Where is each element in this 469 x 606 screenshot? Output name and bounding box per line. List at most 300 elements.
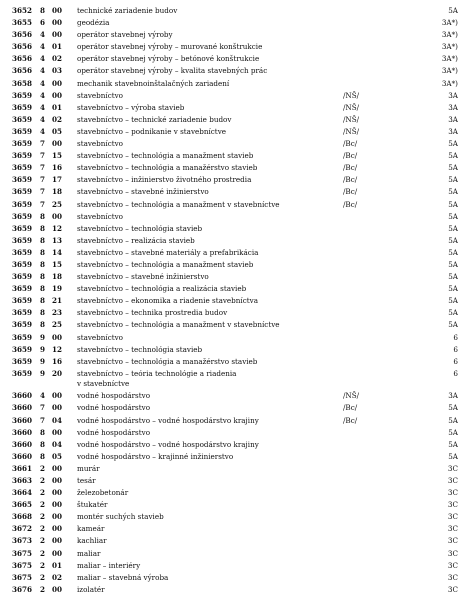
- field-name: tesár: [77, 475, 96, 485]
- field-code: 3656: [12, 54, 33, 64]
- education-code: 5A: [448, 272, 458, 282]
- field-code: 3675: [12, 548, 33, 558]
- table-row: [0, 487, 469, 499]
- table-row: [0, 295, 469, 307]
- table-row: [0, 535, 469, 547]
- field-name: vodné hospodárstvo – vodné hospodárstvo krajiny: [77, 439, 259, 449]
- education-code: 3A: [448, 114, 458, 124]
- table-row: [0, 390, 469, 402]
- table-row: [0, 511, 469, 523]
- field-name: maliar – interiéry: [77, 560, 141, 570]
- specialization-code: 14: [52, 247, 63, 257]
- level-digit: 8: [40, 427, 46, 437]
- specialization-code: 00: [52, 488, 63, 498]
- education-code: 3A: [448, 102, 458, 112]
- level-digit: 2: [40, 584, 46, 594]
- level-digit: 2: [40, 524, 46, 534]
- field-code: 3660: [12, 415, 33, 425]
- specialization-code: 12: [52, 223, 63, 233]
- education-code: 3A*): [441, 18, 458, 28]
- specialization-code: 04: [52, 415, 63, 425]
- education-code: 6: [453, 356, 458, 366]
- field-name: technické zariadenie budov: [77, 6, 178, 15]
- level-digit: 7: [40, 175, 46, 185]
- specialization-code: 13: [52, 235, 63, 245]
- field-code: 3659: [12, 211, 33, 221]
- table-row: [0, 402, 469, 414]
- education-code: 5A: [448, 427, 458, 437]
- field-code: 3673: [12, 536, 33, 546]
- table-row: [0, 199, 469, 211]
- field-code: 3659: [12, 308, 33, 318]
- level-digit: 8: [40, 247, 46, 257]
- table-row: [0, 548, 469, 560]
- level-digit: 2: [40, 500, 46, 510]
- field-name: stavebníctvo – výroba stavieb: [77, 102, 185, 112]
- field-name: železobetonár: [77, 488, 129, 498]
- level-digit: 7: [40, 403, 46, 413]
- field-code: 3659: [12, 332, 33, 342]
- level-digit: 8: [40, 259, 46, 269]
- field-code: 3659: [12, 296, 33, 306]
- level-digit: 8: [40, 439, 46, 449]
- study-level: /NŠ/: [343, 102, 360, 112]
- level-digit: 8: [40, 272, 46, 282]
- field-name: stavebníctvo: [77, 332, 124, 342]
- field-name: kachliar: [77, 536, 107, 546]
- field-name: stavebníctvo – technológia stavieb: [77, 344, 203, 354]
- field-name: stavebníctvo – ekonomika a riadenie stavebníctva: [77, 296, 258, 306]
- study-level: /Bc/: [343, 187, 358, 197]
- level-digit: 8: [40, 6, 46, 15]
- education-code: 5A: [448, 235, 458, 245]
- education-code: 3C: [447, 548, 458, 558]
- table-row: [0, 271, 469, 283]
- table-row: [0, 150, 469, 162]
- education-code: 6: [453, 344, 458, 354]
- level-digit: 8: [40, 308, 46, 318]
- education-code: 3C: [447, 572, 458, 582]
- education-code: 3A*): [441, 66, 458, 76]
- study-level: /NŠ/: [343, 126, 360, 136]
- education-code: 5A: [448, 175, 458, 185]
- specialization-code: 00: [52, 403, 63, 413]
- education-code: 5A: [448, 187, 458, 197]
- field-name: stavebníctvo – inžinierstvo životného prostredia: [77, 175, 252, 185]
- level-digit: 9: [40, 344, 46, 354]
- field-code: 3656: [12, 30, 33, 40]
- field-name: vodné hospodárstvo – vodné hospodárstvo krajiny: [77, 415, 259, 425]
- level-digit: 2: [40, 488, 46, 498]
- field-name: stavebníctvo – stavebné materiály a prefabrikácia: [77, 247, 259, 257]
- field-name: stavebníctvo – stavebné inžinierstvo: [77, 187, 209, 197]
- study-level: /Bc/: [343, 199, 358, 209]
- specialization-code: 00: [52, 139, 63, 149]
- field-name: stavebníctvo – technické zariadenie budov: [77, 114, 232, 124]
- table-row: [0, 332, 469, 344]
- specialization-code: 18: [52, 187, 63, 197]
- education-code: 5A: [448, 320, 458, 330]
- specialization-code: 02: [52, 54, 63, 64]
- field-code: 3659: [12, 223, 33, 233]
- specialization-code: 00: [52, 90, 63, 100]
- level-digit: 7: [40, 163, 46, 173]
- table-row: [0, 439, 469, 451]
- table-row: [0, 223, 469, 235]
- specialization-code: 01: [52, 42, 63, 52]
- level-digit: 4: [40, 126, 46, 136]
- field-name: stavebníctvo – technológia a manažment stavieb: [77, 259, 254, 269]
- level-digit: 9: [40, 356, 46, 366]
- level-digit: 4: [40, 90, 46, 100]
- education-code: 5A: [448, 6, 458, 15]
- education-code: 3C: [447, 536, 458, 546]
- field-name: stavebníctvo – technológia a manažment stavieb: [77, 151, 254, 161]
- level-digit: 2: [40, 536, 46, 546]
- field-code: 3659: [12, 175, 33, 185]
- level-digit: 7: [40, 199, 46, 209]
- study-level: /Bc/: [343, 415, 358, 425]
- field-code: 3659: [12, 284, 33, 294]
- field-code: 3658: [12, 78, 33, 88]
- table-row: [0, 427, 469, 439]
- education-code: 6: [453, 332, 458, 342]
- education-code: 5A: [448, 403, 458, 413]
- field-code: 3659: [12, 368, 33, 378]
- field-name: operátor stavebnej výroby – betónové konštrukcie: [77, 54, 260, 64]
- field-code: 3659: [12, 259, 33, 269]
- field-name: operátor stavebnej výroby – kvalita stavebných prác: [77, 66, 268, 76]
- table-row: [0, 307, 469, 319]
- field-name: stavebníctvo – technológia a realizácia stavieb: [77, 284, 247, 294]
- field-name: stavebníctvo – stavebné inžinierstvo: [77, 272, 209, 282]
- education-code: 5A: [448, 308, 458, 318]
- education-code: 5A: [448, 296, 458, 306]
- document-table: [0, 5, 469, 596]
- level-digit: 4: [40, 54, 46, 64]
- education-code: 3C: [447, 512, 458, 522]
- specialization-code: 01: [52, 560, 63, 570]
- specialization-code: 00: [52, 6, 63, 15]
- education-code: 3A: [448, 90, 458, 100]
- table-row: [0, 344, 469, 356]
- education-code: 3A*): [441, 78, 458, 88]
- table-row: [0, 5, 469, 17]
- level-digit: 4: [40, 42, 46, 52]
- education-code: 6: [453, 368, 458, 378]
- field-code: 3659: [12, 235, 33, 245]
- field-name: operátor stavebnej výroby: [77, 30, 173, 40]
- field-name: stavebníctvo – realizácia stavieb: [77, 235, 195, 245]
- specialization-code: 12: [52, 344, 63, 354]
- table-row: [0, 499, 469, 511]
- level-digit: 8: [40, 235, 46, 245]
- field-name: stavebníctvo: [77, 139, 124, 149]
- table-row: [0, 560, 469, 572]
- table-row: [0, 162, 469, 174]
- specialization-code: 23: [52, 308, 63, 318]
- education-code: 3C: [447, 500, 458, 510]
- table-row: [0, 17, 469, 29]
- field-code: 3656: [12, 42, 33, 52]
- field-code: 3661: [12, 463, 33, 473]
- table-row: [0, 247, 469, 259]
- field-code: 3659: [12, 90, 33, 100]
- table-row: [0, 174, 469, 186]
- table-row: [0, 114, 469, 126]
- table-row: [0, 584, 469, 596]
- table-row: [0, 356, 469, 368]
- specialization-code: 05: [52, 451, 63, 461]
- education-code: 3A*): [441, 54, 458, 64]
- education-code: 3C: [447, 463, 458, 473]
- education-code: 5A: [448, 439, 458, 449]
- field-name: stavebníctvo: [77, 211, 124, 221]
- level-digit: 7: [40, 415, 46, 425]
- level-digit: 2: [40, 475, 46, 485]
- specialization-code: 00: [52, 391, 63, 401]
- field-name: maliar – stavebná výroba: [77, 572, 169, 582]
- field-code: 3663: [12, 475, 33, 485]
- level-digit: 7: [40, 139, 46, 149]
- education-code: 5A: [448, 163, 458, 173]
- field-name: murár: [77, 463, 100, 473]
- table-row: [0, 523, 469, 535]
- specialization-code: 18: [52, 272, 63, 282]
- specialization-code: 25: [52, 320, 63, 330]
- field-name: stavebníctvo – technológia stavieb: [77, 223, 203, 233]
- education-code: 5A: [448, 415, 458, 425]
- specialization-code: 00: [52, 30, 63, 40]
- level-digit: 8: [40, 223, 46, 233]
- education-code: 5A: [448, 223, 458, 233]
- education-code: 3C: [447, 584, 458, 594]
- level-digit: 4: [40, 66, 46, 76]
- specialization-code: 20: [52, 368, 63, 378]
- field-code: 3660: [12, 391, 33, 401]
- education-code: 5A: [448, 451, 458, 461]
- table-row: [0, 102, 469, 114]
- field-name: stavebníctvo – technológia a manažérstvo stavieb: [77, 163, 258, 173]
- education-code: 5A: [448, 199, 458, 209]
- level-digit: 8: [40, 451, 46, 461]
- field-code: 3660: [12, 439, 33, 449]
- level-digit: 2: [40, 572, 46, 582]
- field-code: 3659: [12, 344, 33, 354]
- level-digit: 4: [40, 78, 46, 88]
- level-digit: 2: [40, 560, 46, 570]
- specialization-code: 16: [52, 356, 63, 366]
- field-code: 3655: [12, 18, 33, 28]
- table-row: [0, 368, 469, 391]
- study-level: /NŠ/: [343, 114, 360, 124]
- field-name: stavebníctvo – technológia a manažment v stavebníctve: [77, 199, 280, 209]
- level-digit: 4: [40, 114, 46, 124]
- specialization-code: 15: [52, 151, 63, 161]
- level-digit: 8: [40, 284, 46, 294]
- education-code: 5A: [448, 284, 458, 294]
- specialization-code: 02: [52, 114, 63, 124]
- level-digit: 2: [40, 463, 46, 473]
- education-code: 3C: [447, 475, 458, 485]
- specialization-code: 19: [52, 284, 63, 294]
- level-digit: 8: [40, 211, 46, 221]
- level-digit: 4: [40, 30, 46, 40]
- table-row: [0, 235, 469, 247]
- education-code: 5A: [448, 151, 458, 161]
- specialization-code: 16: [52, 163, 63, 173]
- level-digit: 8: [40, 320, 46, 330]
- field-code: 3659: [12, 114, 33, 124]
- field-name: maliar: [77, 548, 101, 558]
- field-name: stavebníctvo – podnikanie v stavebníctve: [77, 126, 227, 136]
- table-row: [0, 463, 469, 475]
- field-code: 3676: [12, 584, 33, 594]
- table-row: [0, 126, 469, 138]
- field-name: vodné hospodárstvo: [77, 427, 151, 437]
- field-code: 3659: [12, 187, 33, 197]
- field-code: 3675: [12, 560, 33, 570]
- field-code: 3659: [12, 163, 33, 173]
- specialization-code: 02: [52, 572, 63, 582]
- specialization-code: 00: [52, 18, 63, 28]
- study-level: /Bc/: [343, 163, 358, 173]
- level-digit: 7: [40, 187, 46, 197]
- education-code: 3C: [447, 488, 458, 498]
- specialization-code: 00: [52, 500, 63, 510]
- specialization-code: 15: [52, 259, 63, 269]
- field-name: vodné hospodárstvo: [77, 391, 151, 401]
- table-row: [0, 65, 469, 77]
- specialization-code: 00: [52, 512, 63, 522]
- table-row: [0, 451, 469, 463]
- study-level: /NŠ/: [343, 391, 360, 401]
- table-row: [0, 475, 469, 487]
- specialization-code: 03: [52, 66, 63, 76]
- field-code: 3656: [12, 66, 33, 76]
- specialization-code: 17: [52, 175, 63, 185]
- field-code: 3672: [12, 524, 33, 534]
- study-level: /Bc/: [343, 403, 358, 413]
- study-level: /Bc/: [343, 139, 358, 149]
- field-name: stavebníctvo – technika prostredia budov: [77, 308, 228, 318]
- field-code: 3659: [12, 102, 33, 112]
- field-name: izolatér: [77, 584, 105, 594]
- field-name: [77, 368, 236, 388]
- level-digit: 2: [40, 512, 46, 522]
- education-code: 3A*): [441, 42, 458, 52]
- table-row: [0, 138, 469, 150]
- specialization-code: 00: [52, 475, 63, 485]
- field-name: vodné hospodárstvo: [77, 403, 151, 413]
- field-name: stavebníctvo: [77, 90, 124, 100]
- specialization-code: 01: [52, 102, 63, 112]
- level-digit: 9: [40, 368, 46, 378]
- level-digit: 4: [40, 102, 46, 112]
- table-row: [0, 78, 469, 90]
- field-name: geodézia: [77, 18, 110, 28]
- study-level: /Bc/: [343, 151, 358, 161]
- field-code: 3659: [12, 272, 33, 282]
- field-code: 3659: [12, 247, 33, 257]
- table-row: [0, 259, 469, 271]
- education-code: 3A*): [441, 30, 458, 40]
- field-code: 3659: [12, 199, 33, 209]
- field-code: 3660: [12, 451, 33, 461]
- specialization-code: 00: [52, 463, 63, 473]
- level-digit: 7: [40, 151, 46, 161]
- field-name-line1: stavebníctvo – teória technológie a riadenia: [77, 368, 237, 378]
- field-name: mechanik stavebnoinštalačných zariadení: [77, 78, 230, 88]
- education-code: 5A: [448, 139, 458, 149]
- field-name-line2: v stavebníctve: [77, 378, 130, 388]
- field-name: stavebníctvo – technológia a manažérstvo stavieb: [77, 356, 258, 366]
- level-digit: 2: [40, 548, 46, 558]
- field-code: 3664: [12, 488, 33, 498]
- table-row: [0, 415, 469, 427]
- table-row: [0, 211, 469, 223]
- education-code: 3A: [448, 391, 458, 401]
- field-code: 3659: [12, 356, 33, 366]
- specialization-code: 00: [52, 427, 63, 437]
- education-code: 5A: [448, 259, 458, 269]
- field-code: 3659: [12, 151, 33, 161]
- table-row: [0, 53, 469, 65]
- specialization-code: 21: [52, 296, 63, 306]
- field-code: 3659: [12, 126, 33, 136]
- level-digit: 8: [40, 296, 46, 306]
- table-row: [0, 41, 469, 53]
- field-name: stavebníctvo – technológia a manažment v stavebníctve: [77, 320, 280, 330]
- field-name: kameár: [77, 524, 105, 534]
- table-row: [0, 319, 469, 331]
- specialization-code: 00: [52, 211, 63, 221]
- field-code: 3668: [12, 512, 33, 522]
- table-row: [0, 572, 469, 584]
- table-row: [0, 283, 469, 295]
- education-code: 3A: [448, 126, 458, 136]
- field-name: operátor stavebnej výroby – murované konštrukcie: [77, 42, 263, 52]
- specialization-code: 05: [52, 126, 63, 136]
- education-code: 5A: [448, 211, 458, 221]
- field-code: 3660: [12, 427, 33, 437]
- education-code: 3C: [447, 524, 458, 534]
- level-digit: 9: [40, 332, 46, 342]
- specialization-code: 00: [52, 584, 63, 594]
- specialization-code: 00: [52, 332, 63, 342]
- field-code: 3665: [12, 500, 33, 510]
- specialization-code: 04: [52, 439, 63, 449]
- field-name: štukatér: [77, 500, 108, 510]
- field-code: 3659: [12, 320, 33, 330]
- table-row: [0, 186, 469, 198]
- field-code: 3675: [12, 572, 33, 582]
- field-code: 3652: [12, 6, 33, 15]
- field-code: 3660: [12, 403, 33, 413]
- study-level: /Bc/: [343, 175, 358, 185]
- education-code: 3C: [447, 560, 458, 570]
- level-digit: 6: [40, 18, 46, 28]
- table-row: [0, 90, 469, 102]
- specialization-code: 00: [52, 524, 63, 534]
- specialization-code: 00: [52, 536, 63, 546]
- table-row: [0, 29, 469, 41]
- field-code: 3659: [12, 139, 33, 149]
- study-level: /NŠ/: [343, 90, 360, 100]
- specialization-code: 00: [52, 78, 63, 88]
- field-name: montér suchých stavieb: [77, 512, 164, 522]
- level-digit: 4: [40, 391, 46, 401]
